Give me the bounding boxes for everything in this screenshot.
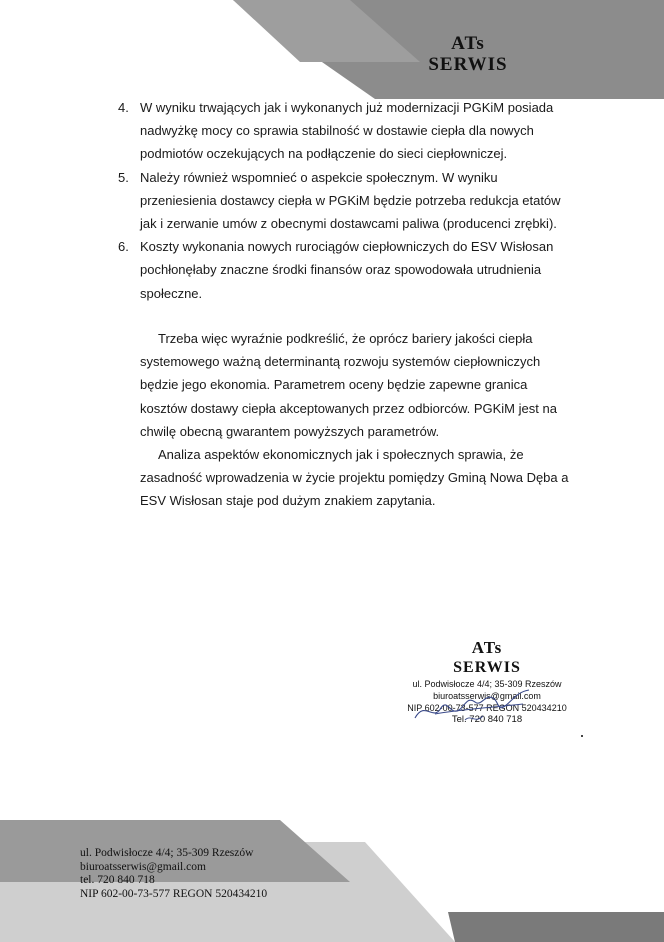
stamp-logo: [392, 638, 582, 678]
list-item: [118, 96, 588, 166]
footer-ids: NIP 602-00-73-577 REGON 520434210: [80, 887, 268, 900]
list-item-line: Koszty wykonania nowych rurociągów ciepłowniczych do ESV Wisłosan: [140, 239, 554, 255]
paragraph-summary: [140, 327, 590, 443]
list-item-line: przeniesienia dostawcy ciepła w PGKiM będzie potrzeba redukcja etatów: [140, 192, 561, 208]
paragraph-line: ESV Wisłosan staje pod dużym znakiem zapytania.: [140, 493, 436, 509]
list-item: [118, 166, 588, 236]
paragraph-line: będzie jego ekonomia. Parametrem oceny będzie zapewne granica: [140, 377, 528, 393]
header-band: [0, 0, 664, 110]
list-item-line: Należy również wspomnieć o aspekcie społecznym. W wyniku: [140, 169, 498, 185]
numbered-list: [118, 96, 588, 305]
paragraph-line: Trzeba więc wyraźnie podkreślić, że oprócz bariery jakości ciepła: [158, 331, 533, 346]
footer-email: biuroatsserwis@gmail.com: [80, 860, 206, 873]
list-item-line: podmiotów oczekujących na podłączenie do sieci ciepłowniczej.: [140, 146, 508, 162]
list-item-number: 5.: [118, 169, 129, 185]
paragraph-conclusion: [140, 443, 590, 513]
list-item-line: pochłonęłaby znaczne środki finansów oraz spowodowała utrudnienia: [140, 262, 542, 278]
paragraph-line: Analiza aspektów ekonomicznych jak i społecznych sprawia, że: [158, 447, 524, 462]
stamp-email: biuroatsserwis@gmail.com: [433, 691, 541, 701]
stamp-logo-line-serwis: SERWIS: [453, 659, 521, 676]
stray-dot: [581, 735, 583, 737]
list-item-number: 4.: [118, 100, 129, 115]
footer-address: ul. Podwisłocze 4/4; 35-309 Rzeszów: [80, 847, 254, 859]
list-item-number: 6.: [118, 239, 129, 255]
logo-line-ats: ATs: [451, 33, 485, 54]
footer-band-dark: [448, 912, 664, 942]
list-item: [118, 235, 588, 305]
stamp-logo-line-ats: ATs: [471, 638, 503, 657]
list-item-line: społeczne.: [140, 285, 203, 301]
paragraph-line: zasadność wprowadzenia w życie projektu pomiędzy Gminą Nowa Dęba a: [140, 470, 569, 486]
paragraph-line: systemowego ważną determinantą rozwoju systemów ciepłowniczych: [140, 354, 541, 370]
paragraph-line: kosztów dostawy ciepła akceptowanych przez odbiorców. PGKiM jest na: [140, 400, 557, 416]
header-logo: [398, 34, 538, 76]
list-item-line: jak i zerwanie umów z obecnymi dostawcami paliwa (producenci zrębki).: [140, 216, 557, 232]
footer-phone: tel. 720 840 718: [80, 874, 155, 886]
paragraph-line: chwilę obecną gwarantem powyższych parametrów.: [140, 423, 440, 439]
logo-line-serwis: SERWIS: [428, 54, 508, 75]
stamp-ids: NIP 602-00-73-577 REGON 520434210: [407, 703, 567, 713]
handwritten-signature: [405, 680, 545, 730]
footer-contact: [80, 847, 267, 901]
list-item-line: nadwyżkę mocy co sprawia stabilność w dostawie ciepła dla nowych: [140, 123, 534, 139]
stamp-phone: Tel. 720 840 718: [451, 714, 523, 725]
list-item-line: W wyniku trwających jak i wykonanych już modernizacji PGKiM posiada: [140, 100, 554, 115]
stamp-address: ul. Podwisłocze 4/4; 35-309 Rzeszów: [412, 679, 562, 689]
